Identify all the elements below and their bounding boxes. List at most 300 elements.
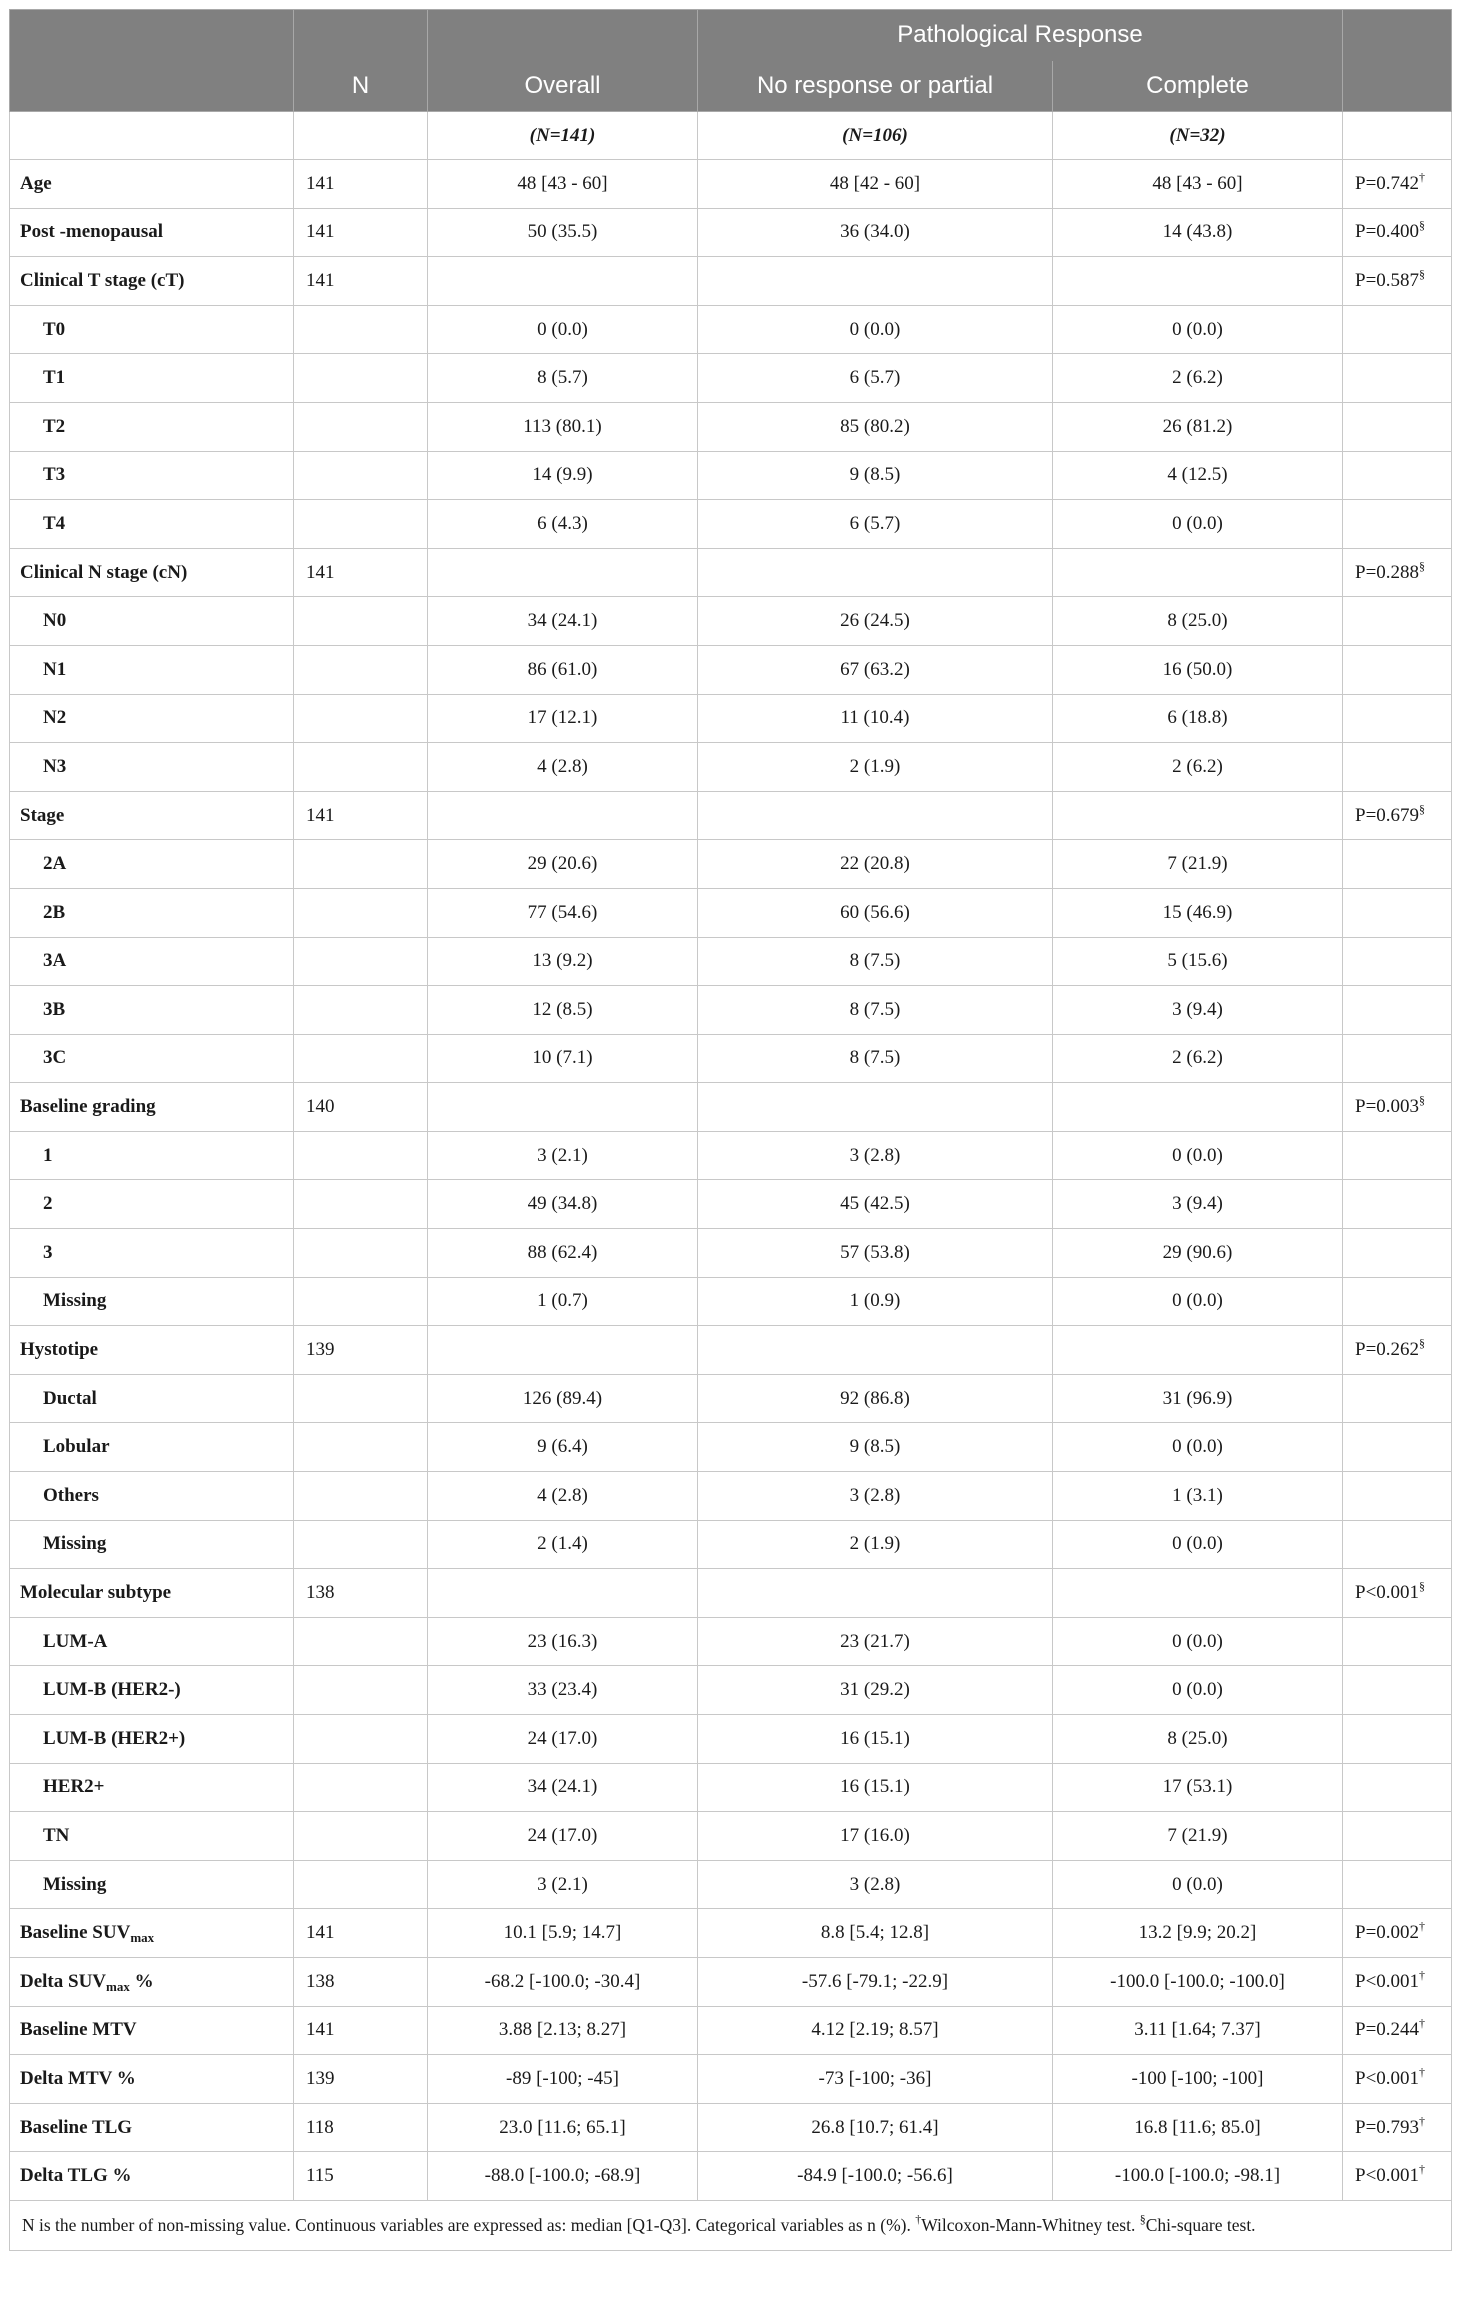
row-n	[294, 1229, 428, 1278]
row-overall-text: 17 (12.1)	[527, 707, 598, 729]
row-label-text: Clinical T stage (cT)	[20, 269, 185, 291]
row-n	[294, 888, 428, 937]
row-label-text: Ductal	[43, 1387, 97, 1409]
row-overall	[428, 597, 698, 646]
row-pvalue-text: P=0.244	[1355, 2019, 1420, 2041]
row-noresp	[698, 1569, 1053, 1618]
row-complete	[1053, 548, 1343, 597]
row-overall	[428, 1034, 698, 1083]
header-col-noresp: No response or partial	[698, 61, 1053, 112]
row-noresp	[698, 1277, 1053, 1326]
row-label-text: 3B	[43, 998, 66, 1020]
row-overall-text: 1 (0.7)	[537, 1290, 588, 1312]
header-empty-cell	[10, 61, 294, 112]
row-noresp	[698, 1520, 1053, 1569]
row-label-text: Clinical N stage (cN)	[20, 561, 188, 583]
row-label	[10, 1860, 294, 1909]
row-label-text: TN	[43, 1824, 70, 1846]
row-complete	[1053, 354, 1343, 403]
row-overall	[428, 500, 698, 549]
row-noresp	[698, 1715, 1053, 1764]
row-overall	[428, 1277, 698, 1326]
row-pvalue	[1343, 1472, 1452, 1521]
row-pvalue	[1343, 305, 1452, 354]
header-col-overall: Overall	[428, 61, 698, 112]
row-overall	[428, 160, 698, 209]
row-noresp	[698, 888, 1053, 937]
row-complete-text: 16.8 [11.6; 85.0]	[1134, 2116, 1261, 2138]
row-n-text: 141	[306, 2019, 335, 2041]
row-label	[10, 1423, 294, 1472]
row-complete-text: 0 (0.0)	[1172, 512, 1223, 534]
row-label	[10, 694, 294, 743]
row-n	[294, 160, 428, 209]
row-noresp-text: 45 (42.5)	[840, 1193, 910, 1215]
row-n-text: 141	[306, 804, 335, 826]
row-noresp-text: 31 (29.2)	[840, 1679, 910, 1701]
row-complete-text: 2 (6.2)	[1172, 755, 1223, 777]
row-overall	[428, 1860, 698, 1909]
row-n	[294, 791, 428, 840]
row-complete	[1053, 1569, 1343, 1618]
row-pvalue	[1343, 1083, 1452, 1132]
header-empty-cell	[1343, 10, 1452, 61]
row-pvalue	[1343, 354, 1452, 403]
row-noresp-text: 85 (80.2)	[840, 415, 910, 437]
row-n-text: 118	[306, 2116, 334, 2138]
row-label	[10, 548, 294, 597]
row-label	[10, 500, 294, 549]
row-noresp-text: 9 (8.5)	[849, 1436, 901, 1458]
row-label-text: Post -menopausal	[20, 221, 164, 243]
row-pvalue	[1343, 1180, 1452, 1229]
row-noresp	[698, 451, 1053, 500]
row-noresp	[698, 645, 1053, 694]
row-noresp-text: 26.8 [10.7; 61.4]	[811, 2116, 939, 2138]
table-row	[10, 1277, 1452, 1326]
row-complete	[1053, 937, 1343, 986]
row-label-text: Age	[20, 172, 52, 194]
row-noresp	[698, 1472, 1053, 1521]
row-complete	[1053, 645, 1343, 694]
row-label	[10, 743, 294, 792]
row-overall-text: 8 (5.7)	[537, 367, 588, 389]
row-complete	[1053, 2152, 1343, 2201]
row-pvalue-text: P=0.400	[1355, 221, 1420, 243]
row-pvalue	[1343, 888, 1452, 937]
row-label-text: 2B	[43, 901, 66, 923]
row-complete-text: 3.11 [1.64; 7.37]	[1134, 2019, 1261, 2041]
row-complete	[1053, 2055, 1343, 2104]
table-row	[10, 2006, 1452, 2055]
row-noresp-text: 48 [42 - 60]	[829, 172, 921, 194]
row-overall	[428, 645, 698, 694]
row-overall-text: 34 (24.1)	[527, 610, 598, 632]
row-complete-text: 8 (25.0)	[1167, 1727, 1228, 1749]
row-complete	[1053, 1860, 1343, 1909]
row-pvalue	[1343, 2152, 1452, 2201]
row-n-text: 141	[306, 221, 335, 243]
row-n	[294, 208, 428, 257]
row-noresp-text: 22 (20.8)	[840, 853, 910, 875]
row-overall	[428, 2006, 698, 2055]
row-label-text: 1	[43, 1144, 53, 1166]
row-n-text: 140	[306, 1096, 335, 1118]
row-n	[294, 1374, 428, 1423]
row-overall-text: 3 (2.1)	[537, 1144, 588, 1166]
row-overall-text: 13 (9.2)	[532, 950, 593, 972]
row-label	[10, 1569, 294, 1618]
row-n-text: 141	[306, 561, 335, 583]
row-complete	[1053, 402, 1343, 451]
row-complete	[1053, 1423, 1343, 1472]
table-row	[10, 1812, 1452, 1861]
row-n	[294, 1909, 428, 1958]
table-row	[10, 791, 1452, 840]
row-overall-text: 77 (54.6)	[527, 901, 598, 923]
row-noresp-text: -73 [-100; -36]	[818, 2067, 932, 2089]
row-complete-text: 15 (46.9)	[1162, 901, 1233, 923]
row-n	[294, 2152, 428, 2201]
row-n-text: 138	[306, 1970, 335, 1992]
row-label	[10, 1715, 294, 1764]
row-n	[294, 305, 428, 354]
row-n-text: 115	[306, 2165, 334, 2187]
row-noresp	[698, 791, 1053, 840]
row-overall-text: -88.0 [-100.0; -68.9]	[484, 2165, 641, 2187]
row-overall-text: 3.88 [2.13; 8.27]	[498, 2019, 627, 2041]
row-noresp	[698, 1374, 1053, 1423]
row-n	[294, 548, 428, 597]
row-overall-text: -68.2 [-100.0; -30.4]	[484, 1970, 641, 1992]
row-label-text: T0	[43, 318, 66, 340]
row-complete-text: 13.2 [9.9; 20.2]	[1138, 1922, 1257, 1944]
row-pvalue	[1343, 1131, 1452, 1180]
header-empty-cell	[10, 10, 294, 61]
row-overall	[428, 1520, 698, 1569]
row-complete	[1053, 2006, 1343, 2055]
row-label-text: Missing	[43, 1290, 107, 1312]
row-pvalue-text: P=0.679	[1355, 804, 1420, 826]
row-pvalue-text: P=0.587	[1355, 269, 1420, 291]
header-row-group	[10, 10, 1452, 61]
row-pvalue	[1343, 645, 1452, 694]
row-label-text: 3	[43, 1241, 53, 1263]
row-pvalue	[1343, 208, 1452, 257]
row-n	[294, 645, 428, 694]
row-complete-text: 3 (9.4)	[1172, 1193, 1223, 1215]
row-label-text: Hystotipe	[20, 1339, 99, 1361]
row-label-text: 2	[43, 1193, 53, 1215]
row-pvalue	[1343, 451, 1452, 500]
row-overall-text: 9 (6.4)	[537, 1436, 588, 1458]
row-n	[294, 451, 428, 500]
row-pvalue	[1343, 402, 1452, 451]
row-label-text: N2	[43, 707, 67, 729]
row-pvalue	[1343, 1812, 1452, 1861]
row-label-text: 3A	[43, 950, 67, 972]
header-empty-cell	[428, 10, 698, 61]
row-label	[10, 840, 294, 889]
row-noresp	[698, 1860, 1053, 1909]
table-row	[10, 1617, 1452, 1666]
empty-cell	[1343, 112, 1452, 160]
row-noresp	[698, 2055, 1053, 2104]
row-overall-text: -89 [-100; -45]	[506, 2067, 619, 2089]
table-row	[10, 1326, 1452, 1375]
row-label	[10, 791, 294, 840]
row-overall	[428, 1617, 698, 1666]
row-pvalue	[1343, 1423, 1452, 1472]
header-group-label: Pathological Response	[698, 10, 1343, 61]
row-pvalue	[1343, 694, 1452, 743]
row-pvalue	[1343, 1569, 1452, 1618]
row-noresp-text: -57.6 [-79.1; -22.9]	[801, 1970, 949, 1992]
row-complete-text: 4 (12.5)	[1167, 464, 1228, 486]
row-noresp	[698, 1083, 1053, 1132]
row-complete-text: 0 (0.0)	[1172, 1436, 1223, 1458]
row-noresp	[698, 548, 1053, 597]
row-n	[294, 1715, 428, 1764]
row-overall	[428, 1715, 698, 1764]
table-row	[10, 1423, 1452, 1472]
row-overall-text: 4 (2.8)	[537, 755, 588, 777]
table-row	[10, 1520, 1452, 1569]
table-row	[10, 1715, 1452, 1764]
row-n	[294, 1034, 428, 1083]
row-label	[10, 1812, 294, 1861]
row-complete-text: 3 (9.4)	[1172, 998, 1223, 1020]
row-noresp-text: 3 (2.8)	[849, 1484, 901, 1506]
row-complete-text: 48 [43 - 60]	[1152, 172, 1243, 194]
row-complete	[1053, 1131, 1343, 1180]
table-row	[10, 2103, 1452, 2152]
table-row	[10, 402, 1452, 451]
row-overall-text: 10.1 [5.9; 14.7]	[503, 1922, 622, 1944]
row-pvalue	[1343, 1034, 1452, 1083]
row-overall-text: 23 (16.3)	[527, 1630, 598, 1652]
table-row	[10, 1860, 1452, 1909]
row-complete-text: 1 (3.1)	[1172, 1484, 1223, 1506]
row-complete	[1053, 257, 1343, 306]
row-label	[10, 451, 294, 500]
row-complete	[1053, 1472, 1343, 1521]
row-noresp-text: 2 (1.9)	[849, 755, 901, 777]
table-row	[10, 354, 1452, 403]
row-noresp	[698, 597, 1053, 646]
row-complete	[1053, 1034, 1343, 1083]
footnote-mark-section: §	[1139, 2211, 1146, 2226]
row-noresp	[698, 257, 1053, 306]
row-complete	[1053, 1229, 1343, 1278]
row-label-text: Baseline TLG	[20, 2116, 133, 2138]
row-complete-text: 26 (81.2)	[1162, 415, 1233, 437]
row-overall	[428, 1423, 698, 1472]
row-noresp	[698, 986, 1053, 1035]
pvalue-test-mark: §	[1419, 1093, 1426, 1108]
row-n	[294, 1617, 428, 1666]
row-label-text: Delta TLG %	[20, 2165, 132, 2187]
table-row	[10, 208, 1452, 257]
row-complete	[1053, 986, 1343, 1035]
row-noresp	[698, 840, 1053, 889]
row-complete-text: 0 (0.0)	[1172, 1144, 1223, 1166]
row-noresp-text: 16 (15.1)	[840, 1727, 910, 1749]
row-label	[10, 1909, 294, 1958]
row-overall	[428, 2152, 698, 2201]
row-overall	[428, 548, 698, 597]
row-noresp	[698, 1034, 1053, 1083]
row-label	[10, 2055, 294, 2104]
row-overall	[428, 305, 698, 354]
row-noresp-text: 23 (21.7)	[840, 1630, 910, 1652]
row-pvalue	[1343, 791, 1452, 840]
row-overall	[428, 1472, 698, 1521]
row-label-text: Delta SUV	[20, 1970, 107, 1992]
row-complete-text: 6 (18.8)	[1167, 707, 1228, 729]
row-complete	[1053, 1617, 1343, 1666]
row-n	[294, 1131, 428, 1180]
sample-size-row	[10, 112, 1452, 160]
row-overall	[428, 1083, 698, 1132]
pvalue-test-mark: §	[1419, 218, 1426, 233]
row-label-text: LUM-A	[43, 1630, 108, 1652]
table-row	[10, 1472, 1452, 1521]
row-n	[294, 937, 428, 986]
row-n	[294, 694, 428, 743]
row-complete-text: 0 (0.0)	[1172, 1533, 1223, 1555]
sample-size-noresp: (N=106)	[698, 112, 1053, 160]
row-label	[10, 1034, 294, 1083]
row-label	[10, 1666, 294, 1715]
row-complete-text: 5 (15.6)	[1167, 950, 1228, 972]
row-complete	[1053, 1666, 1343, 1715]
row-n	[294, 840, 428, 889]
row-noresp	[698, 160, 1053, 209]
row-complete	[1053, 1277, 1343, 1326]
row-overall-text: 12 (8.5)	[532, 998, 593, 1020]
row-complete	[1053, 1520, 1343, 1569]
row-label	[10, 1472, 294, 1521]
row-noresp	[698, 1666, 1053, 1715]
row-label	[10, 937, 294, 986]
pathological-response-table	[9, 9, 1452, 2251]
table-row	[10, 645, 1452, 694]
row-label-text: HER2+	[43, 1776, 105, 1798]
row-label	[10, 1520, 294, 1569]
header-empty-cell	[294, 10, 428, 61]
row-label	[10, 1374, 294, 1423]
table-container	[9, 9, 1451, 2251]
row-pvalue-text: P=0.742	[1355, 172, 1420, 194]
row-pvalue	[1343, 1229, 1452, 1278]
row-label-text: Molecular subtype	[20, 1582, 172, 1604]
row-noresp-text: 11 (10.4)	[840, 707, 910, 729]
row-label	[10, 1131, 294, 1180]
row-overall-text: 50 (35.5)	[527, 221, 598, 243]
row-overall	[428, 1909, 698, 1958]
row-overall	[428, 1326, 698, 1375]
row-label-text: N1	[43, 658, 67, 680]
row-label	[10, 1617, 294, 1666]
row-n	[294, 2103, 428, 2152]
row-pvalue	[1343, 1715, 1452, 1764]
row-n	[294, 1520, 428, 1569]
table-row	[10, 597, 1452, 646]
row-complete	[1053, 1763, 1343, 1812]
empty-cell	[10, 112, 294, 160]
row-complete	[1053, 451, 1343, 500]
row-complete-text: -100.0 [-100.0; -98.1]	[1114, 2165, 1281, 2187]
row-complete-text: 2 (6.2)	[1172, 367, 1223, 389]
row-n-text: 141	[306, 1922, 335, 1944]
pvalue-test-mark: †	[1419, 2113, 1426, 2128]
row-n	[294, 1569, 428, 1618]
row-label-text: Missing	[43, 1533, 107, 1555]
row-complete	[1053, 500, 1343, 549]
row-pvalue	[1343, 743, 1452, 792]
row-complete	[1053, 1812, 1343, 1861]
row-label	[10, 208, 294, 257]
row-complete	[1053, 743, 1343, 792]
row-complete-text: 0 (0.0)	[1172, 1290, 1223, 1312]
row-pvalue	[1343, 2103, 1452, 2152]
table-row	[10, 305, 1452, 354]
row-n	[294, 597, 428, 646]
row-n	[294, 1957, 428, 2006]
table-row	[10, 694, 1452, 743]
row-noresp	[698, 2152, 1053, 2201]
row-noresp-text: 9 (8.5)	[849, 464, 901, 486]
row-overall	[428, 451, 698, 500]
pvalue-test-mark: §	[1419, 1579, 1426, 1594]
table-row	[10, 1083, 1452, 1132]
row-noresp-text: 0 (0.0)	[849, 318, 901, 340]
row-overall	[428, 1180, 698, 1229]
row-overall	[428, 2055, 698, 2104]
footnote-wilcoxon: Wilcoxon-Mann-Whitney test.	[921, 2214, 1140, 2235]
row-overall-text: 29 (20.6)	[527, 853, 598, 875]
row-overall	[428, 840, 698, 889]
pvalue-test-mark: †	[1419, 2064, 1426, 2079]
row-complete	[1053, 208, 1343, 257]
row-complete-text: 2 (6.2)	[1172, 1047, 1223, 1069]
table-header	[10, 10, 1452, 112]
row-label	[10, 986, 294, 1035]
row-pvalue	[1343, 840, 1452, 889]
row-noresp	[698, 937, 1053, 986]
row-noresp-text: 4.12 [2.19; 8.57]	[811, 2019, 939, 2041]
row-label	[10, 354, 294, 403]
row-overall-text: 86 (61.0)	[527, 658, 598, 680]
row-noresp	[698, 1957, 1053, 2006]
row-overall-text: 49 (34.8)	[527, 1193, 598, 1215]
row-label-text: N0	[43, 610, 67, 632]
row-noresp	[698, 1763, 1053, 1812]
row-complete	[1053, 1326, 1343, 1375]
row-n	[294, 1277, 428, 1326]
row-noresp-text: 17 (16.0)	[840, 1824, 910, 1846]
table-row	[10, 500, 1452, 549]
row-label	[10, 1277, 294, 1326]
row-pvalue	[1343, 1326, 1452, 1375]
row-complete	[1053, 791, 1343, 840]
row-complete-text: 7 (21.9)	[1167, 1824, 1228, 1846]
row-complete-text: 31 (96.9)	[1162, 1387, 1233, 1409]
row-overall	[428, 986, 698, 1035]
row-noresp-text: 16 (15.1)	[840, 1776, 910, 1798]
row-noresp	[698, 402, 1053, 451]
